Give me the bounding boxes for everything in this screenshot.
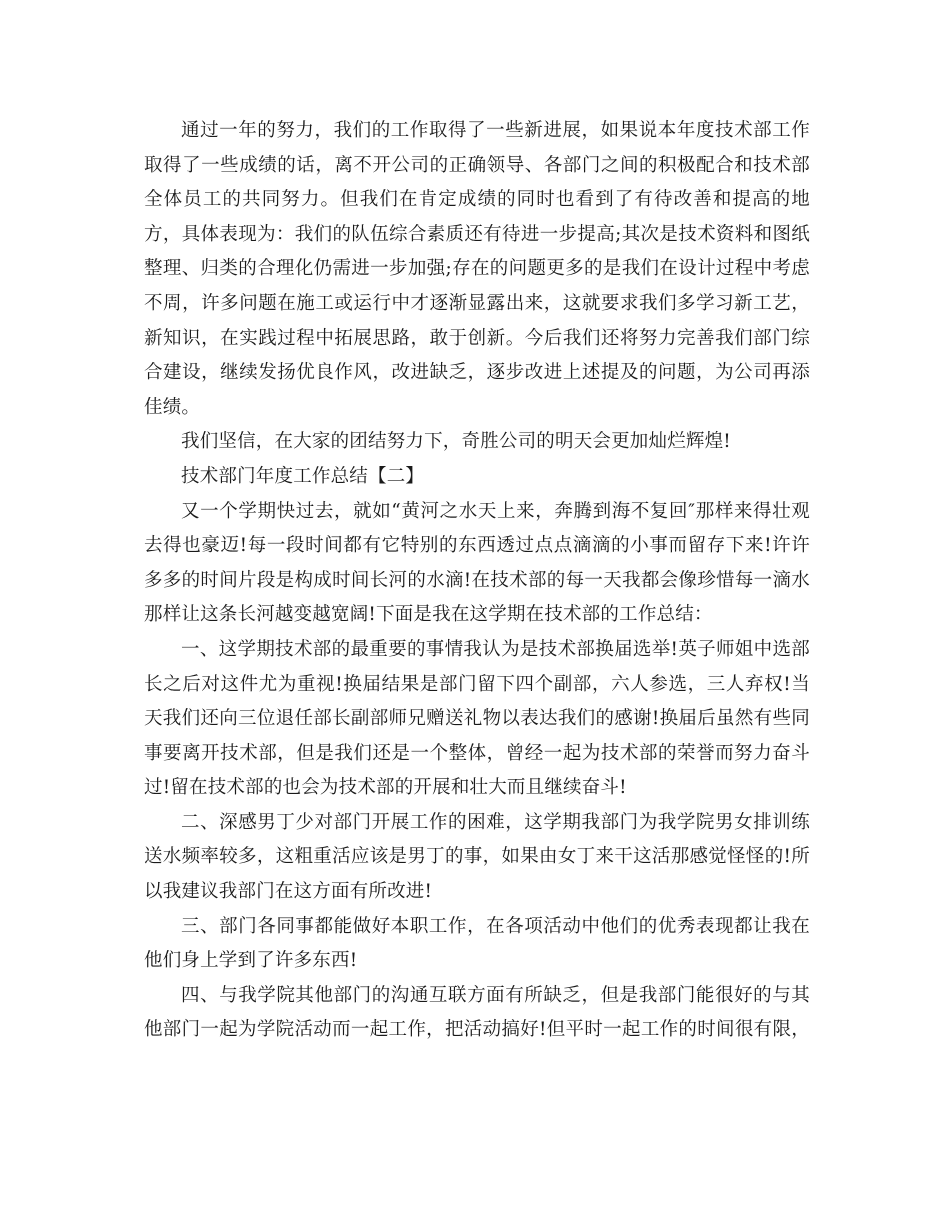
paragraph-point-2: 二、深感男丁少对部门开展工作的困难，这学期我部门为我学院男女排训练送水频率较多，这粗重活应该是男丁的事，如果由女丁来干这活那感觉怪怪的!所以我建议我部门在这方面有所改进! — [144, 811, 810, 903]
paragraph-summary: 通过一年的努力，我们的工作取得了一些新进展，如果说本年度技术部工作取得了一些成绩的话，离不开公司的正确领导、各部门之间的积极配合和技术部全体员工的共同努力。但我们在肯定成绩的同时也看到了有待改善和提高的地方，具体表现为：我们的队伍综合素质还有待进一步提高;其次是技术资料和图纸整理、归类的合理化仍需进一步加强;存在的问题更多的是我们在设计过程中考虑不周，许多问题在施工或运行中才逐渐显露出来，这就要求我们多学习新工艺，新知识，在实践过程中拓展思路，敢于创新。今后我们还将努力完善我们部门综合建设，继续发扬优良作风，改进缺乏，逐步改进上述提及的问题，为公司再添佳绩。 — [144, 120, 810, 418]
paragraph-point-3: 三、部门各同事都能做好本职工作，在各项活动中他们的优秀表现都让我在他们身上学到了许多东西! — [144, 915, 810, 972]
paragraph-point-4: 四、与我学院其他部门的沟通互联方面有所缺乏，但是我部门能很好的与其他部门一起为学院活动而一起工作，把活动搞好!但平时一起工作的时间很有限， — [144, 984, 810, 1041]
paragraph-point-1: 一、这学期技术部的最重要的事情我认为是技术部换届选举!英子师姐中选部长之后对这件尤为重视!换届结果是部门留下四个副部，六人参选，三人弃权!当天我们还向三位退任部长副部师兄赠送礼物以表达我们的感谢!换届后虽然有些同事要离开技术部，但是我们还是一个整体，曾经一起为技术部的荣誉而努力奋斗过!留在技术部的也会为技术部的开展和壮大而且继续奋斗! — [144, 638, 810, 799]
document-body — [144, 114, 810, 1048]
section-heading: 技术部门年度工作总结【二】 — [181, 465, 425, 487]
paragraph-confidence: 我们坚信，在大家的团结努力下，奇胜公司的明天会更加灿烂辉煌! — [181, 431, 731, 453]
paragraph-intro: 又一个学期快过去，就如“黄河之水天上来，奔腾到海不复回″那样来得壮观去得也豪迈!每一段时间都有它特别的东西透过点点滴滴的小事而留存下来!许许多多的时间片段是构成时间长河的水滴!在技术部的每一天我都会像珍惜每一滴水那样让这条长河越变越宽阔!下面是我在这学期在技术部的工作总结： — [144, 500, 810, 626]
